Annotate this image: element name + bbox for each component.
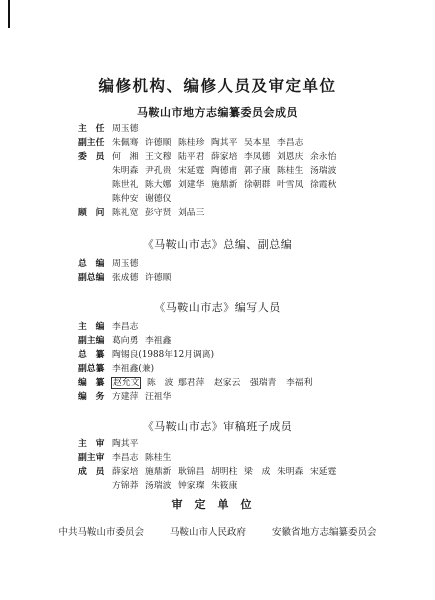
person-name: 许德顺 bbox=[145, 137, 172, 148]
approval-org: 安徽省地方志编纂委员会 bbox=[272, 527, 377, 538]
writers-row-2 bbox=[78, 346, 226, 360]
person-name: 郭子康 bbox=[244, 165, 271, 176]
role-label: 编 务 bbox=[78, 391, 105, 402]
person-name: 吴本星 bbox=[244, 137, 271, 148]
person-name: 汤瑞波 bbox=[310, 165, 337, 176]
writers-title: 《马鞍山市志》编写人员 bbox=[154, 301, 281, 314]
person-name: 李福利 bbox=[286, 377, 313, 388]
person-name: 陈礼宽 bbox=[112, 207, 139, 218]
person-name: 梁 成 bbox=[244, 466, 271, 477]
person-name: 鄢君萍 bbox=[178, 377, 205, 388]
person-name: 余永怡 bbox=[310, 151, 337, 162]
person-name: 陈 波 bbox=[147, 377, 174, 388]
person-name: 陶其平 bbox=[211, 137, 238, 148]
role-label: 委 员 bbox=[78, 151, 105, 162]
review-row-2 bbox=[78, 463, 343, 477]
person-name: 陈桂生 bbox=[145, 452, 172, 463]
review-title: 《马鞍山市志》审稿班子成员 bbox=[142, 420, 293, 433]
committee-title: 马鞍山市地方志编纂委员会成员 bbox=[137, 106, 298, 119]
writers-row-0 bbox=[78, 318, 145, 332]
person-name: 朱明森 bbox=[112, 165, 139, 176]
person-name: 周玉德 bbox=[112, 123, 139, 134]
person-name: 薛家培 bbox=[211, 151, 238, 162]
person-name: 朱佩骞 bbox=[112, 137, 139, 148]
committee-row-5 bbox=[78, 190, 178, 204]
person-name-highlighted: 赵允文 bbox=[113, 377, 140, 388]
person-name: 陆平君 bbox=[178, 151, 205, 162]
person-name: 陈世礼 bbox=[112, 179, 139, 190]
person-name: 彭守贤 bbox=[145, 207, 172, 218]
committee-row-6 bbox=[78, 204, 211, 218]
person-name: 许德顺 bbox=[145, 272, 172, 283]
committee-row-2 bbox=[78, 148, 343, 162]
role-label: 副总编 bbox=[78, 272, 105, 283]
person-name: 薛家培 bbox=[112, 466, 139, 477]
corner-mark bbox=[8, 0, 10, 28]
person-name: 李凤德 bbox=[244, 151, 271, 162]
person-name: 徐朝群 bbox=[244, 179, 271, 190]
role-label: 副主任 bbox=[78, 137, 105, 148]
person-name: 李昌志 bbox=[112, 452, 139, 463]
committee-row-3 bbox=[78, 162, 343, 176]
person-name: 刘恩庆 bbox=[277, 151, 304, 162]
role-label: 副主编 bbox=[78, 335, 105, 346]
person-name: 葛向勇 bbox=[112, 335, 139, 346]
person-name: 强瑞青 bbox=[250, 377, 277, 388]
review-row-1 bbox=[78, 449, 178, 463]
approval-heading: 审定单位 bbox=[171, 498, 264, 511]
main-title: 编修机构、编修人员及审定单位 bbox=[98, 76, 337, 95]
person-name: 王文穆 bbox=[145, 151, 172, 162]
writers-row-5 bbox=[78, 388, 178, 402]
person-name: 钟家璨 bbox=[178, 480, 205, 491]
chief-editors-row-1 bbox=[78, 269, 178, 283]
person-name: 尹孔贵 bbox=[145, 165, 172, 176]
approval-org: 马鞍山市人民政府 bbox=[169, 527, 246, 538]
person-name: 张成德 bbox=[112, 272, 139, 283]
person-name: 胡明柱 bbox=[211, 466, 238, 477]
person-name: 刘建华 bbox=[178, 179, 205, 190]
role-label: 副总纂 bbox=[78, 363, 105, 374]
chief-editors-row-0 bbox=[78, 255, 145, 269]
committee-row-0 bbox=[78, 120, 145, 134]
person-name: 施鼎新 bbox=[145, 466, 172, 477]
chief-editors-title: 《马鞍山市志》总编、副总编 bbox=[142, 238, 293, 251]
role-label: 副主审 bbox=[78, 452, 105, 463]
role-label: 编 纂 bbox=[78, 377, 105, 388]
person-name: 李祖鑫(兼) bbox=[112, 363, 155, 374]
role-label: 总 纂 bbox=[78, 349, 105, 360]
person-name: 方建萍 bbox=[112, 391, 139, 402]
writers-row-1 bbox=[78, 332, 178, 346]
person-name: 叶雪凤 bbox=[277, 179, 304, 190]
person-name: 陶锡良(1988年12月调离) bbox=[112, 349, 215, 360]
role-label: 顾 问 bbox=[78, 207, 105, 218]
person-name: 陈桂珍 bbox=[178, 137, 205, 148]
role-label: 成 员 bbox=[78, 466, 105, 477]
person-name: 李祖鑫 bbox=[145, 335, 172, 346]
person-name: 施鼎新 bbox=[211, 179, 238, 190]
person-name: 李昌志 bbox=[277, 137, 304, 148]
person-name: 陈桂生 bbox=[277, 165, 304, 176]
approval-org: 中共马鞍山市委员会 bbox=[58, 527, 144, 538]
role-label: 总 编 bbox=[78, 258, 105, 269]
person-name: 赵家云 bbox=[214, 377, 241, 388]
person-name: 汤瑞波 bbox=[145, 480, 172, 491]
person-name: 周玉德 bbox=[112, 258, 139, 269]
person-name: 方锦莽 bbox=[112, 480, 139, 491]
person-name: 徐霞秋 bbox=[310, 179, 337, 190]
review-row-3 bbox=[78, 477, 244, 491]
person-name: 何 湘 bbox=[112, 151, 139, 162]
person-name: 宋延霆 bbox=[310, 466, 337, 477]
person-name: 陶德甫 bbox=[211, 165, 238, 176]
person-name: 朱明森 bbox=[277, 466, 304, 477]
person-name: 耿锦昌 bbox=[178, 466, 205, 477]
role-label: 主 编 bbox=[78, 321, 105, 332]
committee-row-4 bbox=[78, 176, 343, 190]
role-label: 主 审 bbox=[78, 438, 105, 449]
person-name: 陈仲安 bbox=[112, 193, 139, 204]
person-name: 朱筱康 bbox=[211, 480, 238, 491]
person-name: 刘品三 bbox=[178, 207, 205, 218]
person-name: 李昌志 bbox=[112, 321, 139, 332]
role-label: 主 任 bbox=[78, 123, 105, 134]
person-name: 谢德仪 bbox=[145, 193, 172, 204]
writers-row-4 bbox=[78, 374, 322, 388]
writers-row-3 bbox=[78, 360, 166, 374]
person-name: 汪祖华 bbox=[145, 391, 172, 402]
approval-orgs bbox=[0, 524, 435, 538]
committee-row-1 bbox=[78, 134, 310, 148]
person-name: 陶其平 bbox=[112, 438, 139, 449]
review-row-0 bbox=[78, 435, 145, 449]
person-name: 宋延霆 bbox=[178, 165, 205, 176]
person-name: 陈大娜 bbox=[145, 179, 172, 190]
